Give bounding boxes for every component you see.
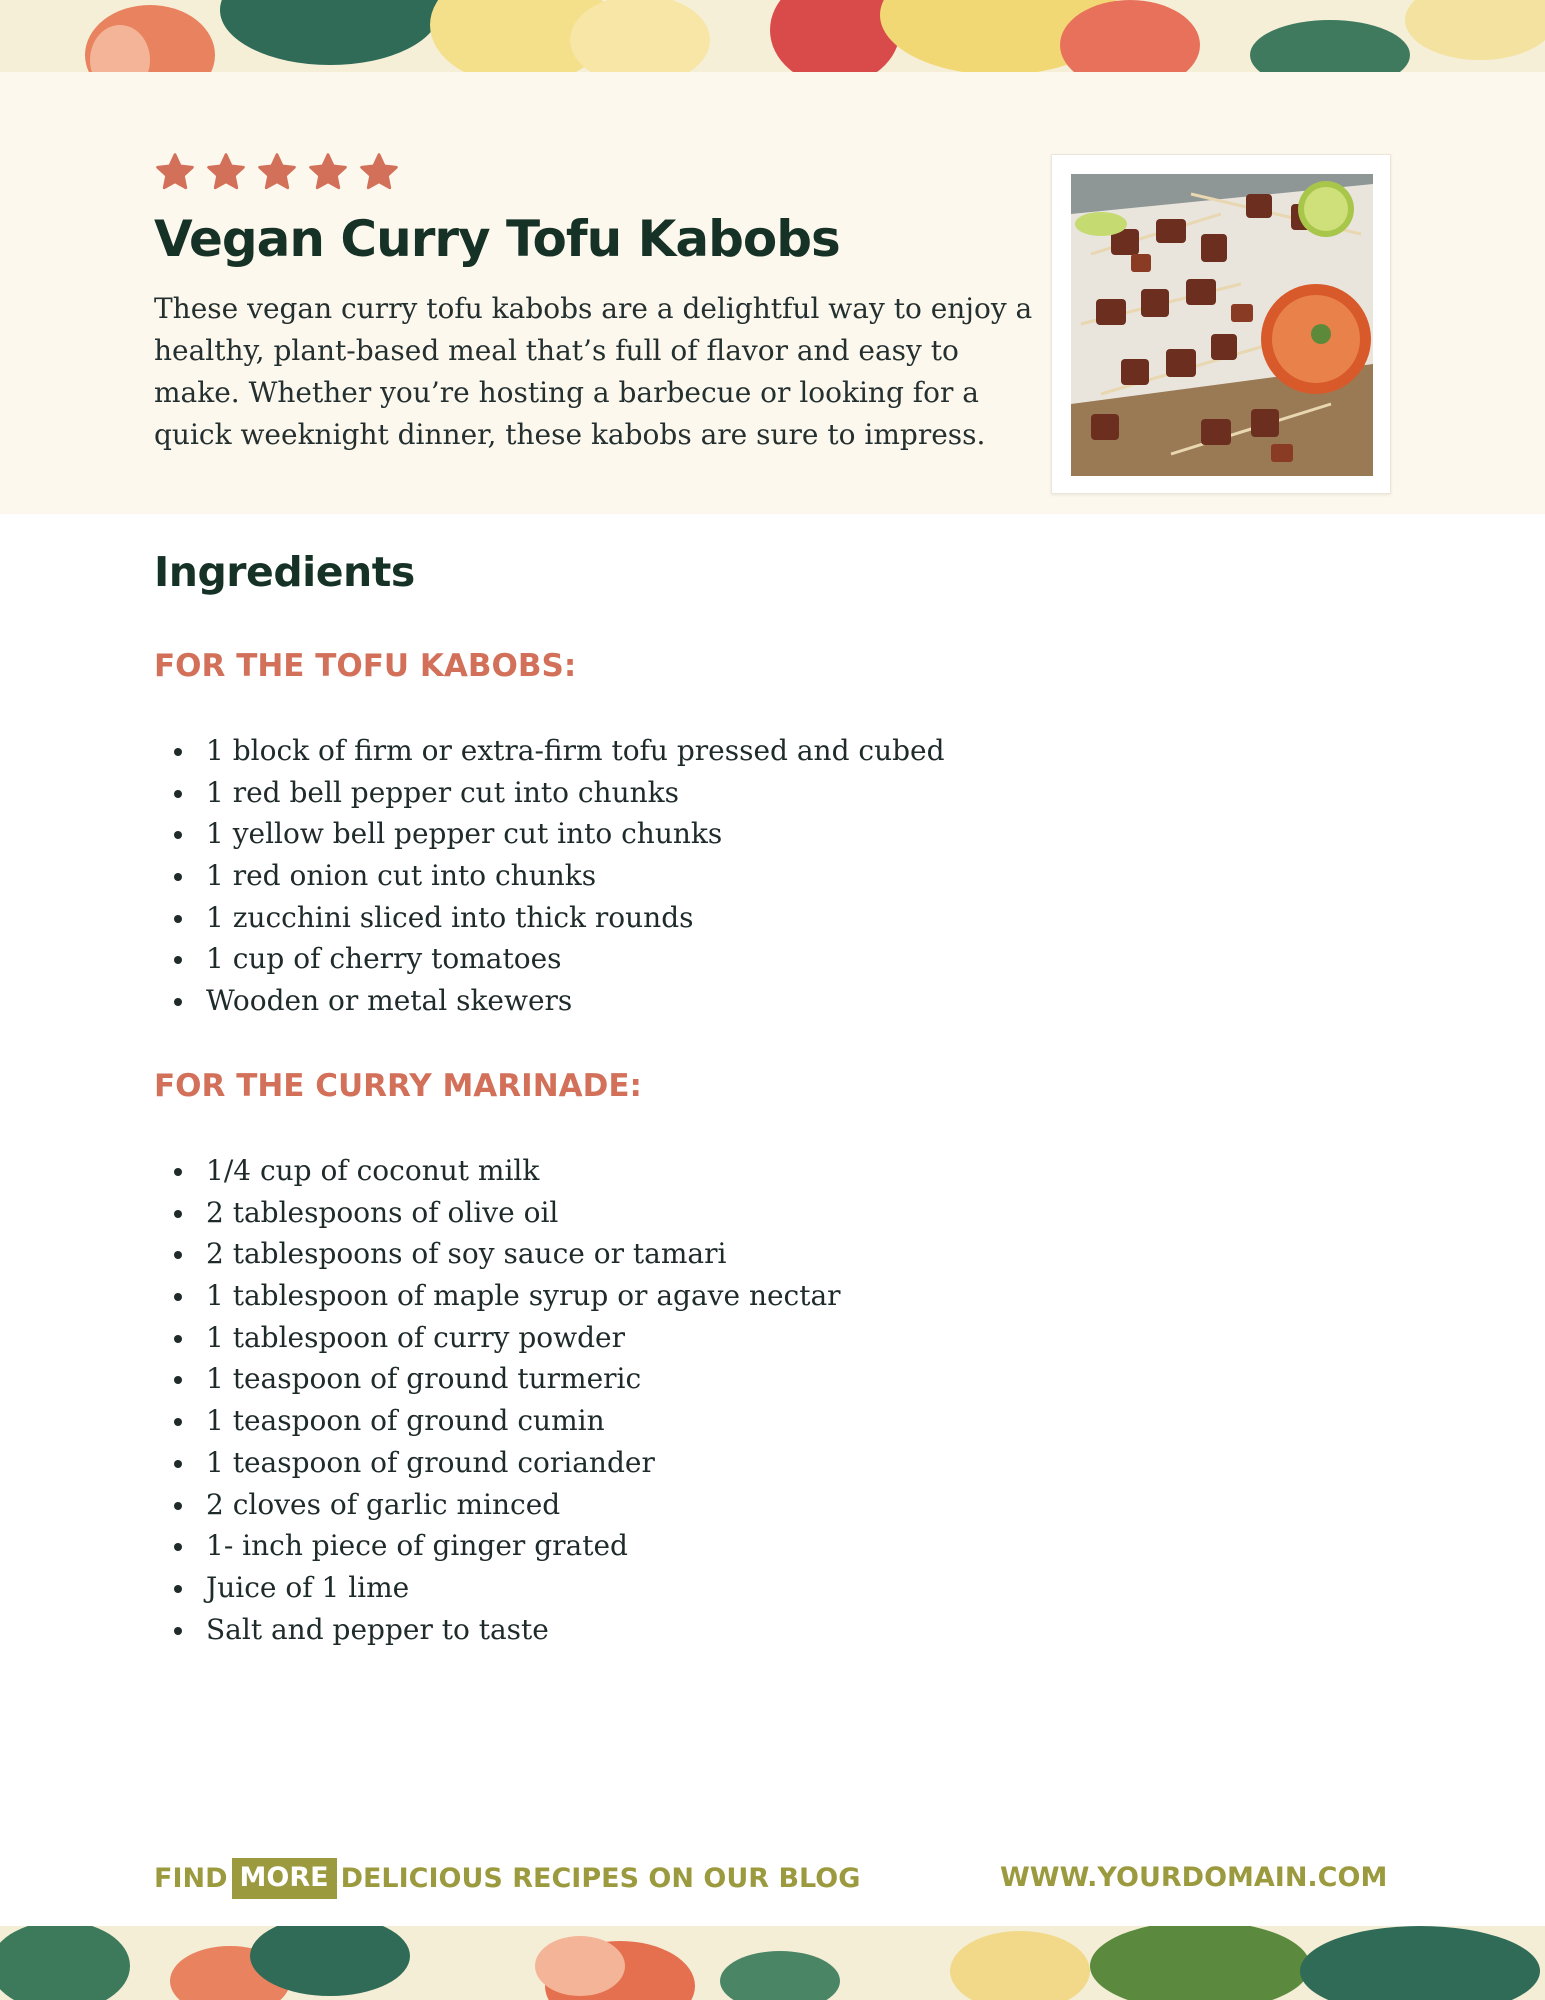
list-item: 1 tablespoon of curry powder [154, 1317, 841, 1359]
list-item: 1 zucchini sliced into thick rounds [154, 897, 945, 939]
blog-callout-highlight: MORE [232, 1858, 337, 1899]
food-photo [1071, 174, 1373, 476]
tofu-kabobs-list [154, 730, 945, 1022]
floral-border-top [0, 0, 1545, 72]
curry-marinade-list [154, 1150, 841, 1650]
list-item: Salt and pepper to taste [154, 1609, 841, 1651]
blog-callout [154, 1858, 860, 1899]
list-item: 2 tablespoons of olive oil [154, 1192, 841, 1234]
rating-stars [154, 152, 400, 192]
list-item: 1 red onion cut into chunks [154, 855, 945, 897]
list-item: 1 teaspoon of ground turmeric [154, 1358, 841, 1400]
tofu-kabobs-subheading: FOR THE TOFU KABOBS: [154, 648, 577, 684]
recipe-title: Vegan Curry Tofu Kabobs [154, 210, 840, 268]
recipe-intro: These vegan curry tofu kabobs are a delightful way to enjoy a healthy, plant-based meal that’s full of flavor and easy to make. Whether you’re hosting a barbecue or looking for a quick weeknight dinner, these kabobs are sure to impress. [154, 292, 1033, 451]
list-item: 1 red bell pepper cut into chunks [154, 772, 945, 814]
list-item: Juice of 1 lime [154, 1567, 841, 1609]
website-link[interactable]: WWW.YOURDOMAIN.COM [1000, 1862, 1388, 1893]
list-item: 1/4 cup of coconut milk [154, 1150, 841, 1192]
blog-callout-rest: DELICIOUS RECIPES ON OUR BLOG [340, 1863, 861, 1894]
list-item: 2 cloves of garlic minced [154, 1484, 841, 1526]
star-icon [307, 152, 349, 192]
star-icon [256, 152, 298, 192]
list-item: 2 tablespoons of soy sauce or tamari [154, 1233, 841, 1275]
list-item: 1 tablespoon of maple syrup or agave nectar [154, 1275, 841, 1317]
star-icon [154, 152, 196, 192]
star-icon [358, 152, 400, 192]
list-item: 1 teaspoon of ground cumin [154, 1400, 841, 1442]
curry-marinade-subheading: FOR THE CURRY MARINADE: [154, 1068, 642, 1104]
recipe-photo-frame [1051, 154, 1391, 494]
list-item: 1- inch piece of ginger grated [154, 1525, 841, 1567]
floral-border-bottom [0, 1926, 1545, 2000]
ingredients-heading: Ingredients [154, 548, 415, 596]
list-item: Wooden or metal skewers [154, 980, 945, 1022]
list-item: 1 cup of cherry tomatoes [154, 938, 945, 980]
star-icon [205, 152, 247, 192]
blog-callout-find: FIND [154, 1863, 228, 1894]
list-item: 1 teaspoon of ground coriander [154, 1442, 841, 1484]
list-item: 1 yellow bell pepper cut into chunks [154, 813, 945, 855]
list-item: 1 block of firm or extra-firm tofu pressed and cubed [154, 730, 945, 772]
